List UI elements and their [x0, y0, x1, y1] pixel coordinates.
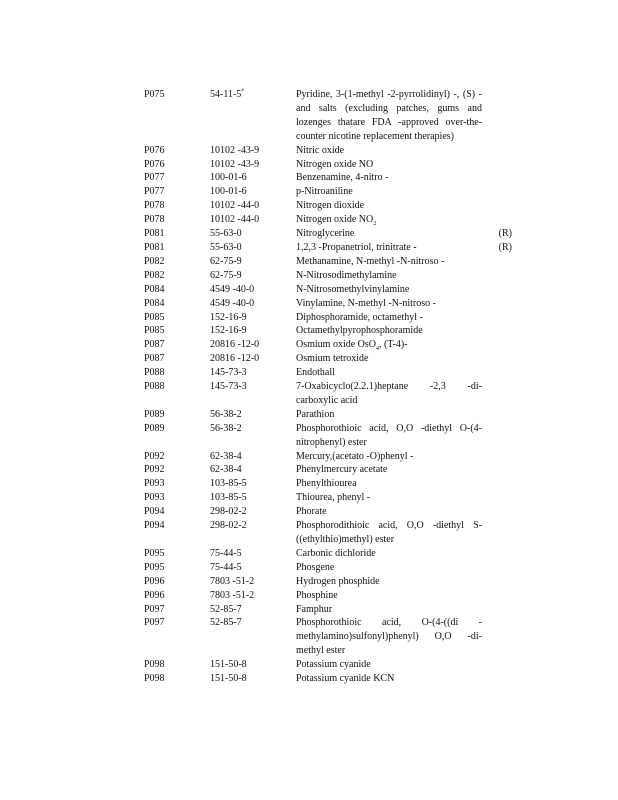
- substance-name: Methanamine, N-methyl -N-nitroso -: [296, 255, 445, 267]
- waste-code: P095: [144, 547, 165, 559]
- reactivity-note: [482, 297, 512, 311]
- table-row: [144, 603, 524, 617]
- cas-number-cell: [210, 352, 296, 366]
- substance-name: 1,2,3 -Propanetriol, trinitrate -: [296, 241, 417, 253]
- reactivity-note: [482, 561, 512, 575]
- substance-name-cell: [296, 241, 482, 255]
- reactivity-note: [482, 491, 512, 505]
- table-row: [144, 380, 524, 408]
- cas-number-cell: [210, 561, 296, 575]
- cas-number-cell: [210, 297, 296, 311]
- substance-name-cell: [296, 575, 482, 589]
- reactivity-note: [482, 505, 512, 519]
- substance-name-cell: [296, 561, 482, 575]
- substance-name-cell: [296, 366, 482, 380]
- cas-number-cell: [210, 255, 296, 269]
- substance-name: Parathion: [296, 408, 335, 420]
- cas-number: 100-01-6: [210, 172, 247, 184]
- table-row: [144, 171, 524, 185]
- substance-name-cell: [296, 672, 482, 686]
- reactivity-note: [482, 366, 512, 380]
- cas-number-cell: [210, 519, 296, 547]
- reactivity-note: [482, 269, 512, 283]
- cas-number: 55-63-0: [210, 241, 242, 253]
- table-row: [144, 366, 524, 380]
- substance-name: Pyridine, 3-(1-methyl -2-pyrrolidinyl) -, (S) - and salts (excluding patches, gums and lozenges thatare FDA -approved over-the-counter nicotine replacement therapies): [296, 89, 482, 142]
- substance-name-cell: [296, 380, 482, 408]
- cas-number: 103-85-5: [210, 492, 247, 504]
- reactivity-note: [482, 311, 512, 325]
- substance-name-cell: [296, 450, 482, 464]
- cas-number: 56-38-2: [210, 408, 242, 420]
- substance-name-cell: [296, 589, 482, 603]
- substance-name-cell: [296, 144, 482, 158]
- waste-code: P078: [144, 214, 165, 226]
- reactivity-note: [482, 199, 512, 213]
- substance-name: Hydrogen phosphide: [296, 575, 380, 587]
- substance-name-cell: [296, 227, 482, 241]
- cas-number-cell: [210, 283, 296, 297]
- substance-name: Vinylamine, N-methyl -N-nitroso -: [296, 297, 436, 309]
- cas-number-cell: [210, 227, 296, 241]
- table-row: [144, 575, 524, 589]
- substance-name-cell: [296, 185, 482, 199]
- substance-name-cell: [296, 603, 482, 617]
- substance-name-cell: [296, 297, 482, 311]
- table-row: [144, 589, 524, 603]
- cas-number: 10102 -43-9: [210, 144, 260, 156]
- cas-number: 75-44-5: [210, 561, 242, 573]
- table-row: [144, 519, 524, 547]
- waste-code: P085: [144, 325, 165, 337]
- cas-number: 298-02-2: [210, 506, 247, 518]
- reactivity-note: [482, 547, 512, 561]
- cas-number-cell: [210, 241, 296, 255]
- cas-number: 151-50-8: [210, 659, 247, 671]
- cas-number-cell: [210, 547, 296, 561]
- cas-number: 62-38-4: [210, 450, 242, 462]
- cas-number: 52-85-7: [210, 603, 242, 615]
- table-row: [144, 561, 524, 575]
- waste-code: P085: [144, 311, 165, 323]
- substance-name-cell: [296, 255, 482, 269]
- cas-number-cell: [210, 422, 296, 450]
- cas-number-cell: [210, 408, 296, 422]
- cas-number-cell: [210, 380, 296, 408]
- table-row: [144, 477, 524, 491]
- waste-code: P076: [144, 158, 165, 170]
- substance-name-cell: [296, 616, 482, 658]
- cas-number-cell: [210, 505, 296, 519]
- substance-name: Phosphine: [296, 589, 338, 601]
- reactivity-note: [482, 519, 512, 547]
- cas-number-cell: [210, 477, 296, 491]
- substance-name: Osmium oxide OsO: [296, 339, 376, 351]
- cas-number: 52-85-7: [210, 617, 242, 629]
- waste-code: P098: [144, 673, 165, 685]
- table-row: [144, 283, 524, 297]
- table-row: [144, 450, 524, 464]
- substance-name: N-Nitrosomethylvinylamine: [296, 283, 410, 295]
- substance-name: Phosgene: [296, 561, 335, 573]
- substance-name: Phenylmercury acetate: [296, 464, 388, 476]
- substance-name-cell: [296, 491, 482, 505]
- waste-code: P077: [144, 186, 165, 198]
- waste-code: P084: [144, 297, 165, 309]
- cas-number: 20816 -12-0: [210, 339, 260, 351]
- reactivity-note: [482, 352, 512, 366]
- substance-name: Potassium cyanide: [296, 659, 371, 671]
- cas-number: 20816 -12-0: [210, 353, 260, 365]
- substance-name-cell: [296, 505, 482, 519]
- substance-name: Nitric oxide: [296, 144, 345, 156]
- reactivity-note: [482, 408, 512, 422]
- substance-name: Phosphorothioic acid, O-(4-((di -methylamino)sulfonyl)phenyl) O,O -di-methyl ester: [296, 617, 482, 657]
- cas-number-cell: [210, 491, 296, 505]
- cas-number: 145-73-3: [210, 367, 247, 379]
- cas-number-cell: [210, 269, 296, 283]
- reactivity-note: [482, 616, 512, 658]
- substance-name-cell: [296, 658, 482, 672]
- cas-number-cell: [210, 450, 296, 464]
- reactivity-note: [482, 477, 512, 491]
- substance-name: Carbonic dichloride: [296, 547, 376, 559]
- cas-number: 10102 -43-9: [210, 158, 260, 170]
- substance-name: p-Nitroaniline: [296, 186, 353, 198]
- table-row: [144, 463, 524, 477]
- waste-code: P093: [144, 492, 165, 504]
- formula-subscript: 4: [376, 346, 379, 353]
- waste-code: P075: [144, 89, 165, 100]
- substance-name-cell: [296, 88, 482, 144]
- waste-code: P094: [144, 520, 165, 532]
- cas-number: 103-85-5: [210, 478, 247, 490]
- reactivity-note: [482, 324, 512, 338]
- cas-number-cell: [210, 338, 296, 352]
- table-row: [144, 616, 524, 658]
- reactivity-note: [482, 463, 512, 477]
- table-row: [144, 658, 524, 672]
- table-row: [144, 255, 524, 269]
- reactivity-note: [482, 338, 512, 352]
- cas-number-cell: [210, 603, 296, 617]
- waste-code: P087: [144, 353, 165, 365]
- substance-name-cell: [296, 199, 482, 213]
- substance-name: Phosphorodithioic acid, O,O -diethyl S-((ethylthio)methyl) ester: [296, 520, 482, 545]
- substance-name: Phosphorothioic acid, O,O -diethyl O-(4-nitrophenyl) ester: [296, 422, 482, 448]
- cas-number: 10102 -44-0: [210, 200, 260, 212]
- substance-name: Nitroglycerine: [296, 228, 355, 240]
- cas-number-cell: [210, 575, 296, 589]
- table-row: [144, 227, 524, 241]
- substance-name-cell: [296, 171, 482, 185]
- substance-name: Osmium tetroxide: [296, 353, 369, 365]
- waste-code: P095: [144, 561, 165, 573]
- cas-number-cell: [210, 88, 296, 144]
- cas-number: 55-63-0: [210, 228, 242, 240]
- cas-number: 56-38-2: [210, 422, 242, 434]
- waste-code: P093: [144, 478, 165, 490]
- waste-code: P087: [144, 339, 165, 351]
- substance-name: Phorate: [296, 506, 327, 518]
- waste-code: P097: [144, 617, 165, 629]
- substance-name: Benzenamine, 4-nitro -: [296, 172, 389, 184]
- table-row: [144, 185, 524, 199]
- substance-name-cell: [296, 463, 482, 477]
- reactivity-note: [482, 450, 512, 464]
- cas-number: 62-38-4: [210, 464, 242, 476]
- waste-code: P092: [144, 464, 165, 476]
- waste-code: P094: [144, 506, 165, 518]
- table-row: [144, 269, 524, 283]
- reactivity-note: [482, 158, 512, 172]
- table-row: [144, 491, 524, 505]
- cas-number: 7803 -51-2: [210, 575, 255, 587]
- table-row: [144, 547, 524, 561]
- waste-code: P088: [144, 367, 165, 379]
- table-row: [144, 158, 524, 172]
- cas-number: 145-73-3: [210, 381, 247, 393]
- cas-number-cell: [210, 616, 296, 658]
- cas-number-cell: [210, 311, 296, 325]
- table-row: [144, 213, 524, 227]
- waste-code: P076: [144, 144, 165, 156]
- cas-number-cell: [210, 171, 296, 185]
- substance-name-cell: [296, 519, 482, 547]
- cas-number: 62-75-9: [210, 255, 242, 267]
- waste-code: P097: [144, 603, 165, 615]
- table-row: [144, 672, 524, 686]
- table-row: [144, 505, 524, 519]
- waste-code: P082: [144, 255, 165, 267]
- cas-footnote-mark: *: [241, 88, 245, 95]
- substance-name: 7-Oxabicyclo(2.2.1)heptane -2,3 -di-carboxylic acid: [296, 381, 482, 406]
- waste-code: P089: [144, 422, 165, 434]
- substance-name: Nitrogen oxide NO: [296, 214, 374, 226]
- cas-number-cell: [210, 144, 296, 158]
- waste-code: P088: [144, 381, 165, 393]
- waste-code: P098: [144, 659, 165, 671]
- waste-code: P096: [144, 575, 165, 587]
- table-row: [144, 241, 524, 255]
- substance-name: N-Nitrosodimethylamine: [296, 269, 397, 281]
- table-row: [144, 199, 524, 213]
- reactivity-note: [482, 380, 512, 408]
- cas-number: 151-50-8: [210, 673, 247, 685]
- cas-number-cell: [210, 672, 296, 686]
- reactivity-note: [482, 144, 512, 158]
- table-row: [144, 311, 524, 325]
- reactivity-note: [482, 672, 512, 686]
- hazardous-waste-table: [144, 88, 524, 686]
- cas-number: 4549 -40-0: [210, 283, 255, 295]
- cas-number-cell: [210, 324, 296, 338]
- substance-name-cell: [296, 283, 482, 297]
- cas-number-cell: [210, 199, 296, 213]
- substance-name: Phenylthiourea: [296, 478, 357, 490]
- table-row: [144, 338, 524, 352]
- cas-number: 152-16-9: [210, 325, 247, 337]
- table-row: [144, 324, 524, 338]
- reactivity-note: (R): [498, 228, 512, 240]
- substance-name: Octamethylpyrophosphoramide: [296, 325, 423, 337]
- substance-name: Diphosphoramide, octamethyl -: [296, 311, 423, 323]
- substance-name-cell: [296, 338, 482, 352]
- waste-code: P082: [144, 269, 165, 281]
- substance-name-cell: [296, 422, 482, 450]
- cas-number-cell: [210, 463, 296, 477]
- substance-name-cell: [296, 158, 482, 172]
- substance-name-cell: [296, 477, 482, 491]
- cas-number-cell: [210, 158, 296, 172]
- reactivity-note: [482, 255, 512, 269]
- substance-name: Nitrogen dioxide: [296, 200, 365, 212]
- reactivity-note: [482, 658, 512, 672]
- substance-name: Endothall: [296, 367, 335, 379]
- reactivity-note: [482, 88, 512, 144]
- reactivity-note: [482, 283, 512, 297]
- waste-code: P092: [144, 450, 165, 462]
- substance-name-cell: [296, 311, 482, 325]
- substance-name: Thiourea, phenyl -: [296, 492, 371, 504]
- cas-number: 100-01-6: [210, 186, 247, 198]
- reactivity-note: [482, 185, 512, 199]
- substance-name-suffix: , (T-4)-: [379, 339, 408, 351]
- cas-number-cell: [210, 366, 296, 380]
- table-row: [144, 88, 524, 144]
- substance-name-cell: [296, 213, 482, 227]
- waste-code: P089: [144, 408, 165, 420]
- cas-number-cell: [210, 213, 296, 227]
- substance-name-cell: [296, 269, 482, 283]
- waste-code: P077: [144, 172, 165, 184]
- substance-name: Potassium cyanide KCN: [296, 673, 395, 685]
- waste-code: P078: [144, 200, 165, 212]
- table-row: [144, 297, 524, 311]
- cas-number: 298-02-2: [210, 520, 247, 532]
- table-row: [144, 352, 524, 366]
- reactivity-note: [482, 603, 512, 617]
- substance-name-cell: [296, 324, 482, 338]
- waste-code: P084: [144, 283, 165, 295]
- formula-subscript: 2: [373, 221, 377, 228]
- cas-number: 54-11-5: [210, 89, 242, 100]
- reactivity-note: (R): [498, 241, 512, 253]
- waste-code: P096: [144, 589, 165, 601]
- cas-number-cell: [210, 589, 296, 603]
- waste-code: P081: [144, 241, 165, 253]
- substance-name-cell: [296, 408, 482, 422]
- table-row: [144, 144, 524, 158]
- substance-name-cell: [296, 352, 482, 366]
- reactivity-note: [482, 171, 512, 185]
- reactivity-note: [482, 422, 512, 450]
- substance-name-cell: [296, 547, 482, 561]
- reactivity-note: [482, 575, 512, 589]
- reactivity-note: [482, 589, 512, 603]
- cas-number: 75-44-5: [210, 547, 242, 559]
- cas-number: 10102 -44-0: [210, 214, 260, 226]
- table-row: [144, 408, 524, 422]
- reactivity-note: [482, 213, 512, 227]
- cas-number-cell: [210, 658, 296, 672]
- cas-number: 62-75-9: [210, 269, 242, 281]
- substance-name: Mercury,(acetato -O)phenyl -: [296, 450, 414, 462]
- cas-number: 152-16-9: [210, 311, 247, 323]
- cas-number: 4549 -40-0: [210, 297, 255, 309]
- substance-name: Nitrogen oxide NO: [296, 158, 374, 170]
- table-row: [144, 422, 524, 450]
- cas-number-cell: [210, 185, 296, 199]
- substance-name: Famphur: [296, 603, 333, 615]
- cas-number: 7803 -51-2: [210, 589, 255, 601]
- waste-code: P081: [144, 228, 165, 240]
